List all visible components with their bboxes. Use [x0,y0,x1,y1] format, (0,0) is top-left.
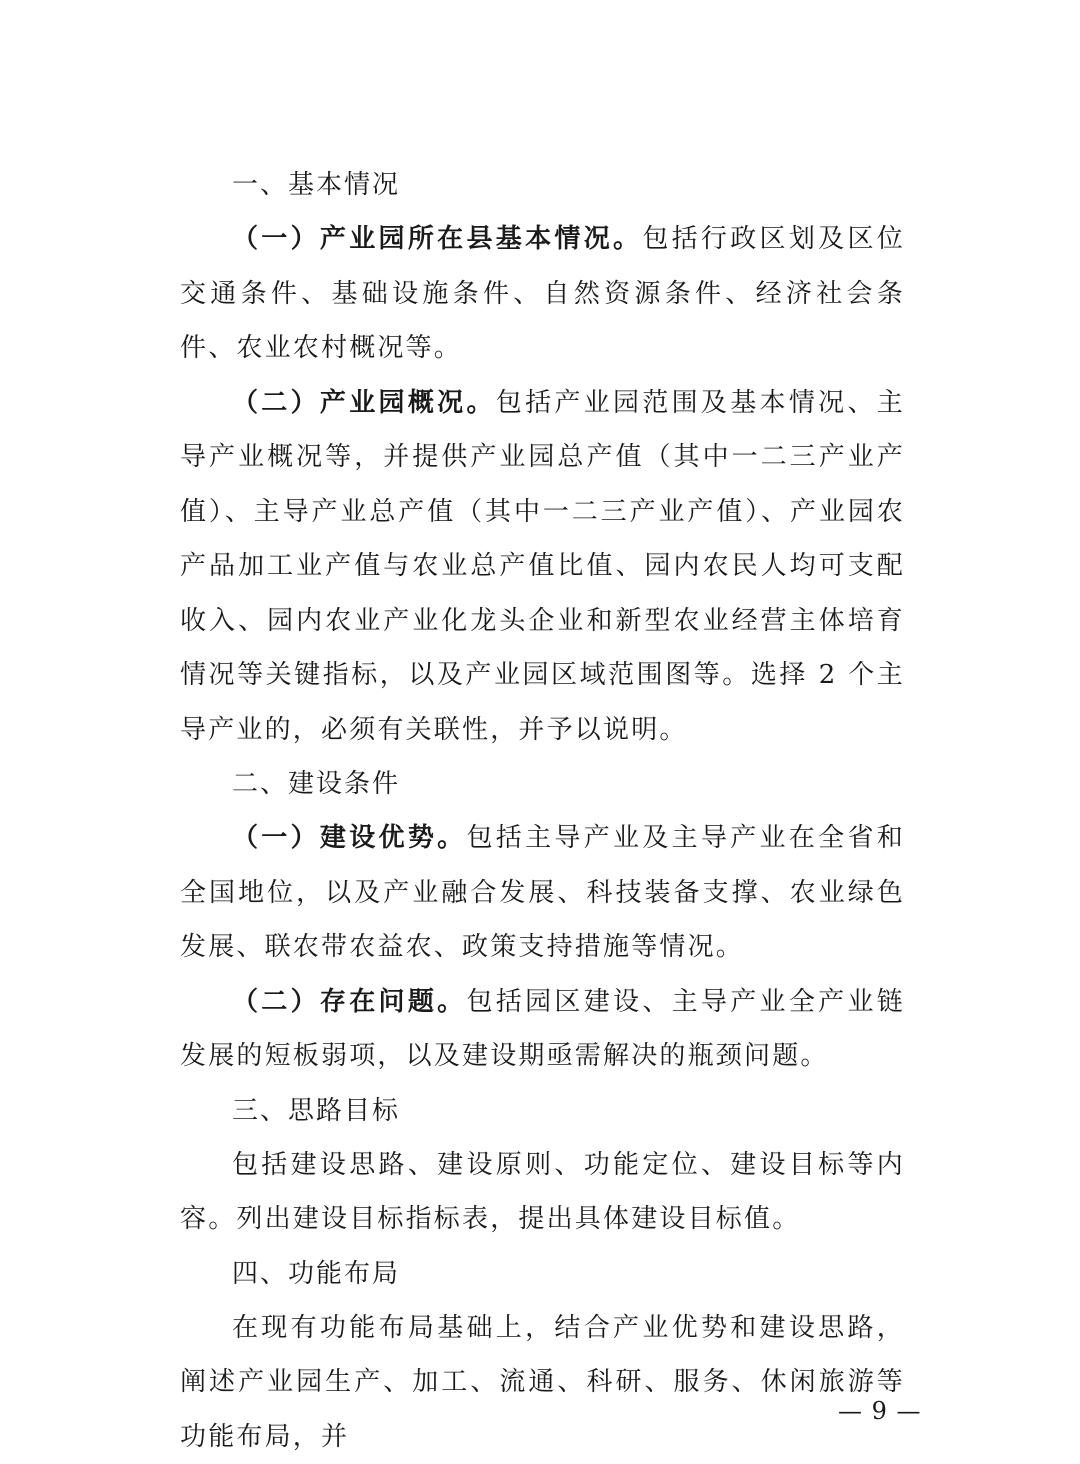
paragraph-text: 包括产业园范围及基本情况、主导产业概况等，并提供产业园总产值（其中一二三产业产值）、主导产业总产值（其中一二三产业产值）、产业园农产品加工业产值与农业总产值比值、园内农民人均可支配收入、园内农业产业化龙头企业和新型农业经营主体培育情况等关键指标，以及产业园区域范围图等。选择 2 个主导产业的，必须有关联性，并予以说明。 [180,388,905,745]
paragraph-text: 包括行政区划及区位交通条件、基础设施条件、自然资源条件、经济社会条件、农业农村概况等。 [180,224,905,363]
section-heading-ideas-goals: 三、思路目标 [180,1084,905,1138]
paragraph-lead: （一）产业园所在县基本情况。 [232,224,642,254]
paragraph-text: 包括建设思路、建设原则、功能定位、建设目标等内容。列出建设目标指标表，提出具体建设目标值。 [180,1150,905,1235]
paragraph-lead: （二）产业园概况。 [232,388,496,418]
document-body [180,158,905,1464]
paragraph-ideas-goals [180,1138,905,1247]
paragraph-construction-advantages [180,811,905,975]
paragraph-text: 在现有功能布局基础上，结合产业优势和建设思路，阐述产业园生产、加工、流通、科研、服务、休闲旅游等功能布局，并 [180,1313,905,1452]
section-heading-functional-layout: 四、功能布局 [180,1247,905,1301]
paragraph-text: 包括园区建设、主导产业全产业链发展的短板弱项，以及建设期亟需解决的瓶颈问题。 [180,987,905,1072]
paragraph-functional-layout [180,1301,905,1464]
section-heading-construction-conditions: 二、建设条件 [180,757,905,811]
paragraph-lead: （一）建设优势。 [232,823,466,853]
page-number: — 9 — [838,1395,922,1427]
paragraph-existing-problems [180,975,905,1084]
paragraph-county-situation [180,212,905,376]
paragraph-park-overview [180,376,905,758]
section-heading-basic-situation: 一、基本情况 [180,158,905,212]
paragraph-text: 包括主导产业及主导产业在全省和全国地位，以及产业融合发展、科技装备支撑、农业绿色发展、联农带农益农、政策支持措施等情况。 [180,823,905,962]
paragraph-lead: （二）存在问题。 [232,987,466,1017]
